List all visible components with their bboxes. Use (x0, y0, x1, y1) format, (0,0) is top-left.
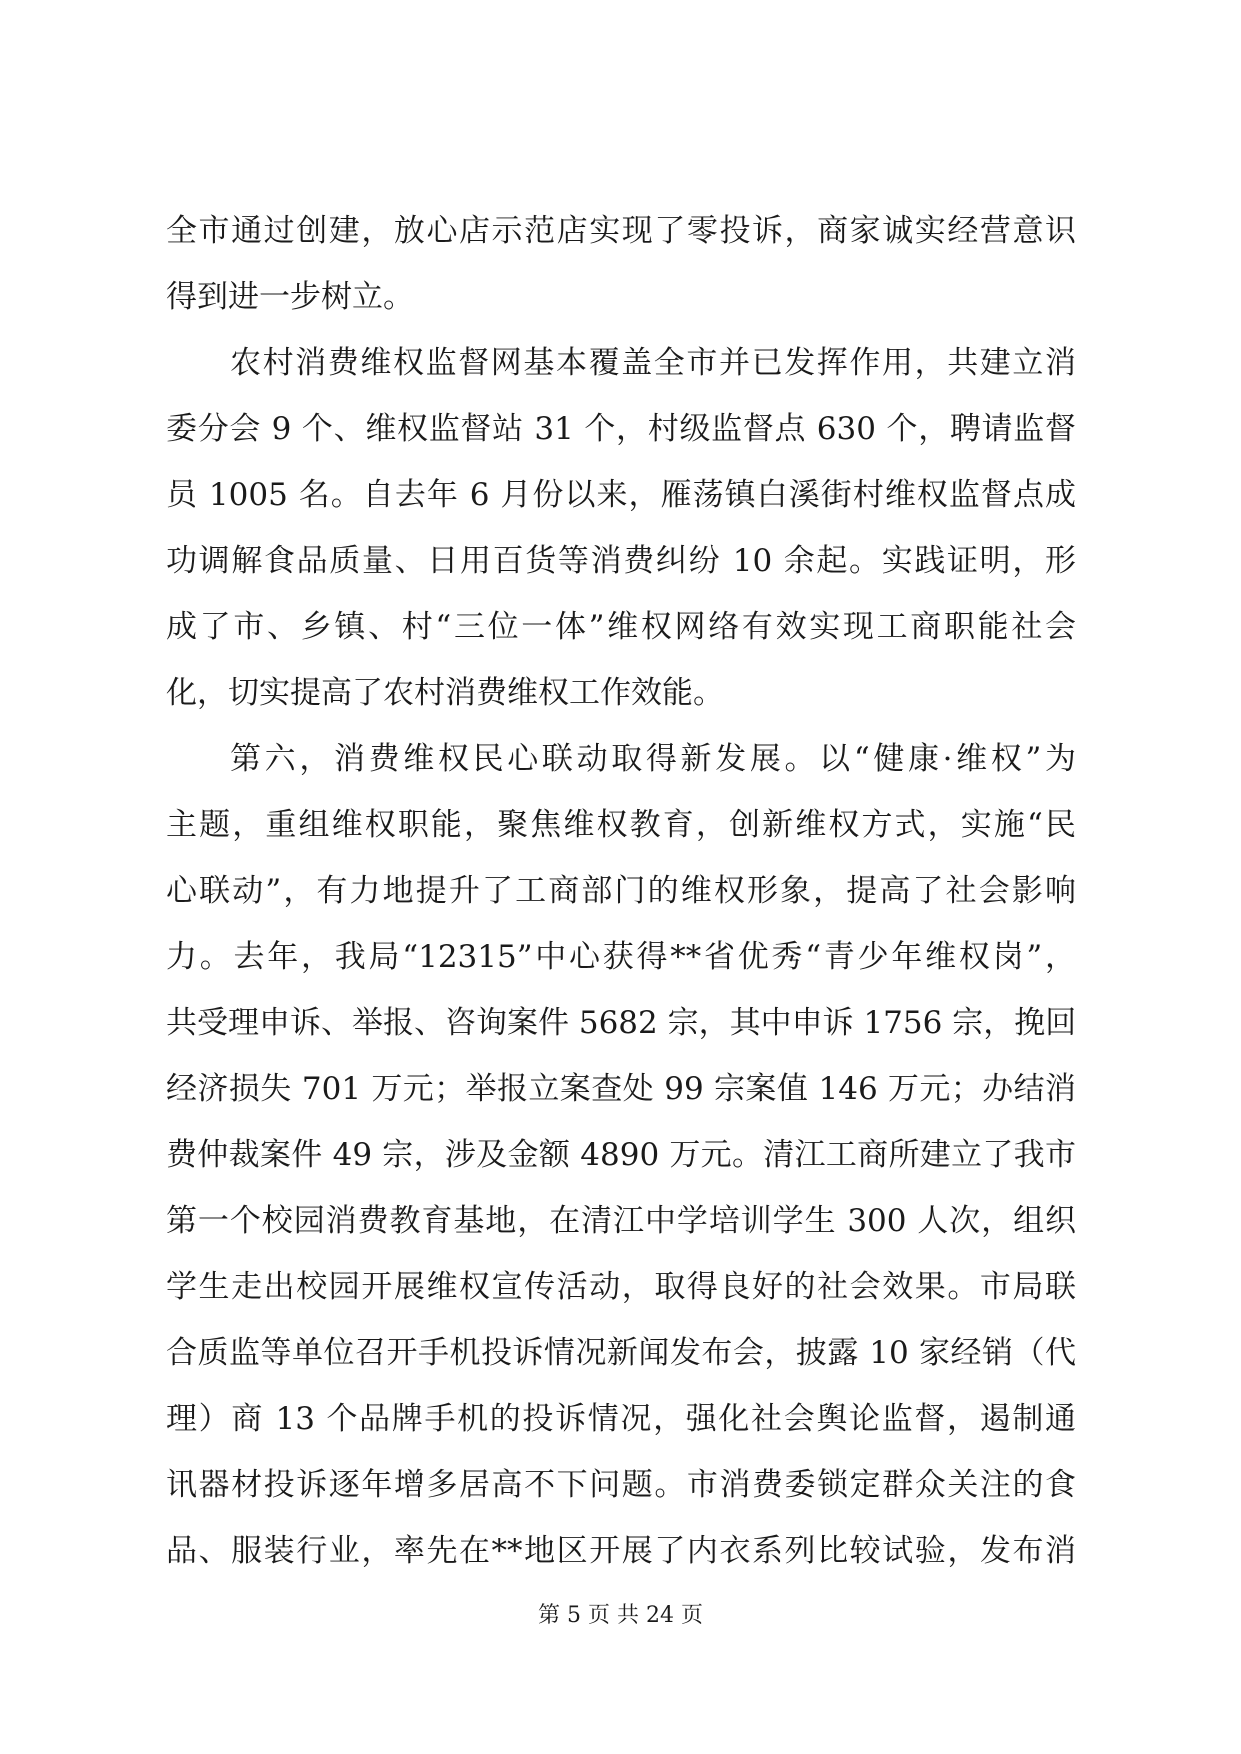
document-body (166, 198, 1076, 1584)
text-line: 委分会 9 个、维权监督站 31 个，村级监督点 630 个，聘请监督 (166, 411, 1076, 447)
text-line: 讯器材投诉逐年增多居高不下问题。市消费委锁定群众关注的食 (166, 1467, 1076, 1503)
text-line: 学生走出校园开展维权宣传活动，取得良好的社会效果。市局联 (166, 1269, 1076, 1305)
text-line: 力。去年，我局“12315”中心获得**省优秀“青少年维权岗”， (166, 939, 1076, 975)
text-line: 理）商 13 个品牌手机的投诉情况，强化社会舆论监督，遏制通 (166, 1401, 1076, 1437)
text-line: 第六，消费维权民心联动取得新发展。以“健康·维权”为 (230, 741, 1076, 777)
text-line: 费仲裁案件 49 宗，涉及金额 4890 万元。清江工商所建立了我市 (166, 1137, 1076, 1173)
text-line: 全市通过创建，放心店示范店实现了零投诉，商家诚实经营意识 (166, 213, 1076, 249)
text-line: 得到进一步树立。 (166, 279, 414, 315)
text-line: 合质监等单位召开手机投诉情况新闻发布会，披露 10 家经销（代 (166, 1335, 1076, 1371)
text-line: 成了市、乡镇、村“三位一体”维权网络有效实现工商职能社会 (166, 609, 1076, 645)
text-line: 主题，重组维权职能，聚焦维权教育，创新维权方式，实施“民 (166, 807, 1076, 843)
text-line: 第一个校园消费教育基地，在清江中学培训学生 300 人次，组织 (166, 1203, 1076, 1239)
text-line: 员 1005 名。自去年 6 月份以来，雁荡镇白溪街村维权监督点成 (166, 477, 1076, 513)
page-footer: 第 5 页 共 24 页 (538, 1603, 703, 1628)
text-line: 经济损失 701 万元；举报立案查处 99 宗案值 146 万元；办结消 (166, 1071, 1076, 1107)
text-line: 化，切实提高了农村消费维权工作效能。 (166, 675, 724, 711)
text-line: 农村消费维权监督网基本覆盖全市并已发挥作用，共建立消 (230, 345, 1076, 381)
text-line: 品、服装行业，率先在**地区开展了内衣系列比较试验，发布消 (166, 1533, 1076, 1569)
text-line: 心联动”，有力地提升了工商部门的维权形象，提高了社会影响 (166, 873, 1076, 909)
text-line: 功调解食品质量、日用百货等消费纠纷 10 余起。实践证明，形 (166, 543, 1076, 579)
text-line: 共受理申诉、举报、咨询案件 5682 宗，其中申诉 1756 宗，挽回 (166, 1005, 1077, 1041)
